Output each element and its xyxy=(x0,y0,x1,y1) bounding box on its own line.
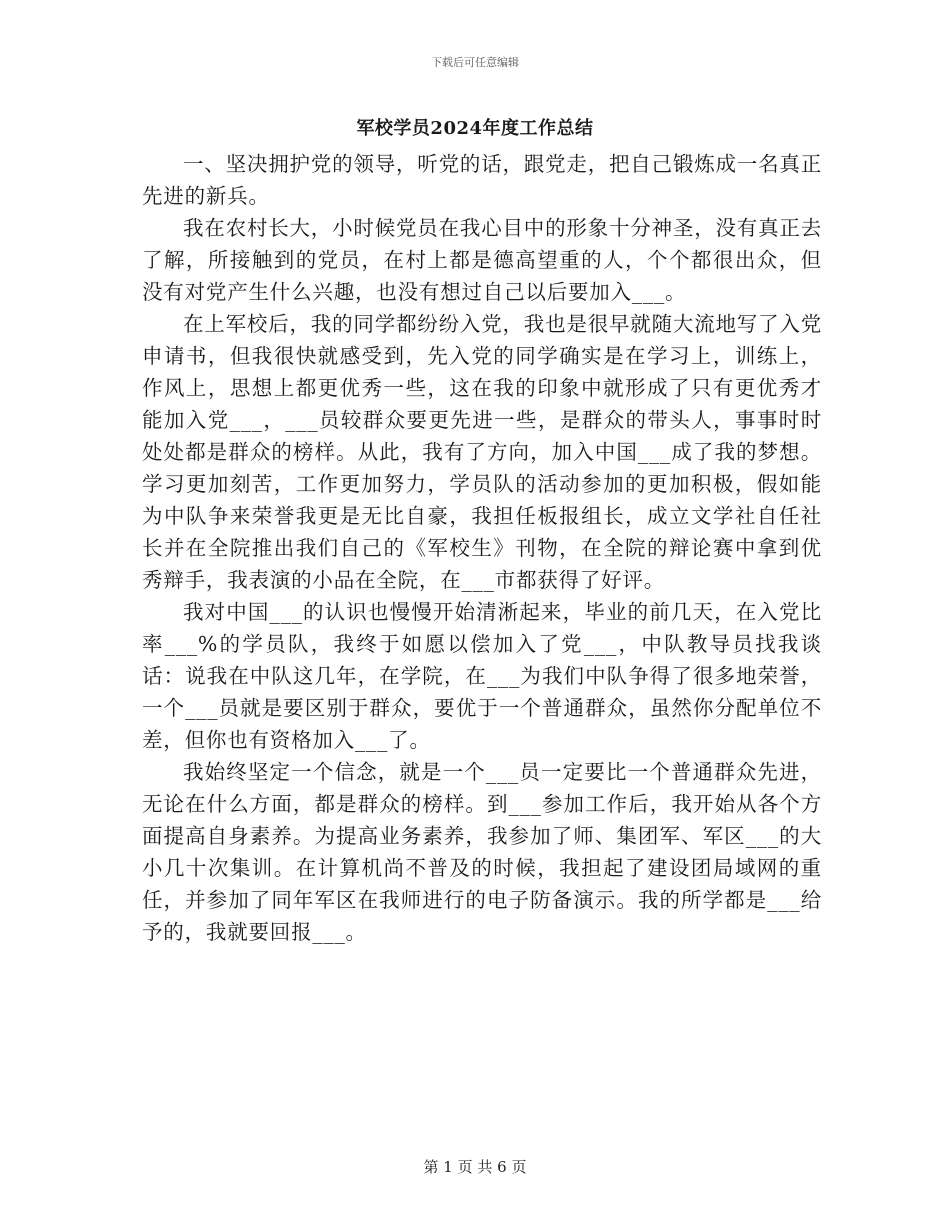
page-header-note: 下载后可任意编辑 xyxy=(431,56,519,69)
paragraph-1: 一、坚决拥护党的领导，听党的话，跟党走，把自己锻炼成一名真正先进的新兵。 xyxy=(142,152,822,208)
paragraph-2: 我在农村长大，小时候党员在我心目中的形象十分神圣，没有真正去了解，所接触到的党员，在村上都是德高望重的人，个个都很出众，但没有对党产生什么兴趣，也没有想过自己以后要加入___。 xyxy=(142,216,822,304)
document-title: 军校学员2024年度工作总结 xyxy=(356,118,594,139)
document-body xyxy=(142,148,822,948)
paragraph-5: 我始终坚定一个信念，就是一个___员一定要比一个普通群众先进，无论在什么方面，都是群众的榜样。到___参加工作后，我开始从各个方面提高自身素养。为提高业务素养，我参加了师、集团军、军区___的大小几十次集训。在计算机尚不普及的时候，我担起了建设团局域网的重任，并参加了同年军区在我师进行的电子防备演示。我的所学都是___给予的，我就要回报___。 xyxy=(142,760,822,944)
page-number: 第 1 页 共 6 页 xyxy=(423,1158,527,1176)
paragraph-4: 我对中国___的认识也慢慢开始清淅起来，毕业的前几天，在入党比率___%的学员队，我终于如愿以偿加入了党___，中队教导员找我谈话：说我在中队这几年，在学院，在___为我们中队争得了很多地荣誉，一个___员就是要区别于群众，要优于一个普通群众，虽然你分配单位不差，但你也有资格加入___了。 xyxy=(142,600,822,752)
paragraph-3: 在上军校后，我的同学都纷纷入党，我也是很早就随大流地写了入党申请书，但我很快就感受到，先入党的同学确实是在学习上，训练上，作风上，思想上都更优秀一些，这在我的印象中就形成了只有更优秀才能加入党___，___员较群众要更先进一些，是群众的带头人，事事时时处处都是群众的榜样。从此，我有了方向，加入中国___成了我的梦想。学习更加刻苦，工作更加努力，学员队的活动参加的更加积极，假如能为中队争来荣誉我更是无比自豪，我担任板报组长，成立文学社自任社长并在全院推出我们自己的《军校生》刊物，在全院的辩论赛中拿到优秀辩手，我表演的小品在全院，在___市都获得了好评。 xyxy=(142,312,822,592)
